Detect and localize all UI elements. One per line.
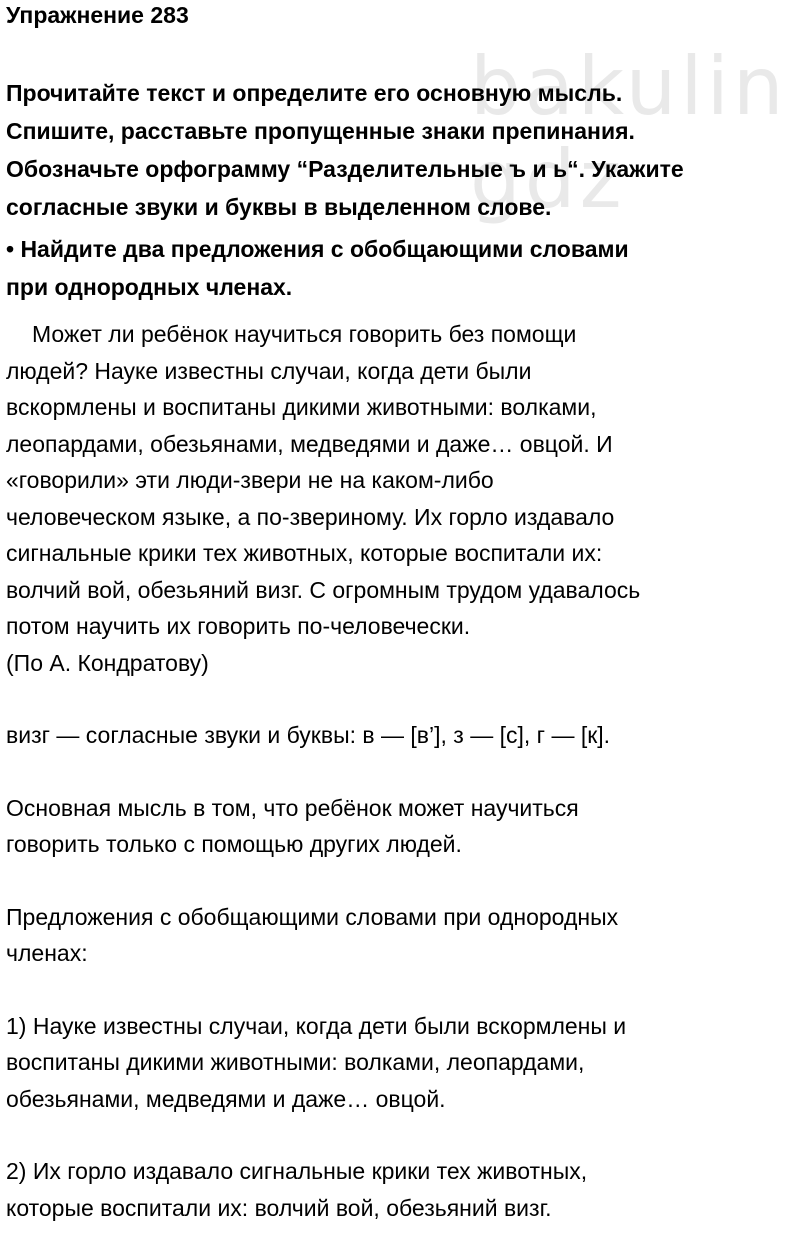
answer-line: воспитаны дикими животными: волками, леопардами, xyxy=(6,1049,585,1075)
text-line: Может ли ребёнок научиться говорить без помощи xyxy=(32,321,577,347)
answer-sentence-1 xyxy=(6,1008,790,1118)
answer-line: Предложения с обобщающими словами при однородных xyxy=(6,903,619,930)
watermark: bakulin gdz xyxy=(470,40,788,226)
answer-line: обезьянами, медведями и даже… овцой. xyxy=(6,1085,446,1112)
answer-line: членах: xyxy=(6,940,88,966)
source-text xyxy=(6,316,790,681)
answer-line: Основная мысль в том, что ребёнок может научиться xyxy=(6,794,579,821)
task-instructions xyxy=(6,74,790,226)
text-line: волчий вой, обезьяний визг. С огромным трудом удавалось xyxy=(6,576,641,603)
text-line: потом научить их говорить по-человечески. xyxy=(6,613,471,639)
answer-sounds xyxy=(6,717,790,754)
answer-line: визг — согласные звуки и буквы: в — [в’], з — [с], г — [к]. xyxy=(6,722,611,748)
text-source: (По А. Кондратову) xyxy=(6,649,209,676)
bullet-line: • Найдите два предложения с обобщающими словами xyxy=(6,236,629,262)
text-line: вскормлены и воспитаны дикими животными: волками, xyxy=(6,394,597,420)
text-line: людей? Науке известны случаи, когда дети были xyxy=(6,357,532,384)
task-line: Спишите, расставьте пропущенные знаки препинания. xyxy=(6,118,635,144)
answer-main-idea xyxy=(6,790,790,863)
answer-sentences-intro xyxy=(6,899,790,972)
text-line: человеческом языке, а по-звериному. Их горло издавало xyxy=(6,503,615,530)
task-bullet xyxy=(6,230,790,306)
text-line: «говорили» эти люди-звери не на каком-либо xyxy=(6,467,494,493)
exercise-title: Упражнение 283 xyxy=(6,2,189,28)
text-line: сигнальные крики тех животных, которые воспитали их: xyxy=(6,540,603,566)
task-line: Прочитайте текст и определите его основную мысль. xyxy=(6,80,623,106)
text-line: леопардами, обезьянами, медведями и даже… овцой. И xyxy=(6,430,613,457)
answer-line: которые воспитали их: волчий вой, обезьяний визг. xyxy=(6,1194,552,1221)
answer-line: 2) Их горло издавало сигнальные крики тех животных, xyxy=(6,1158,588,1184)
answer-sentence-2 xyxy=(6,1153,790,1226)
bullet-line: при однородных членах. xyxy=(6,274,293,300)
task-line: Обозначьте орфограмму “Разделительные ъ и ь“. Укажите xyxy=(6,156,684,182)
answer-line: 1) Науке известны случаи, когда дети были вскормлены и xyxy=(6,1012,627,1039)
task-line: согласные звуки и буквы в выделенном слове. xyxy=(6,194,552,220)
answer-line: говорить только с помощью других людей. xyxy=(6,831,462,857)
